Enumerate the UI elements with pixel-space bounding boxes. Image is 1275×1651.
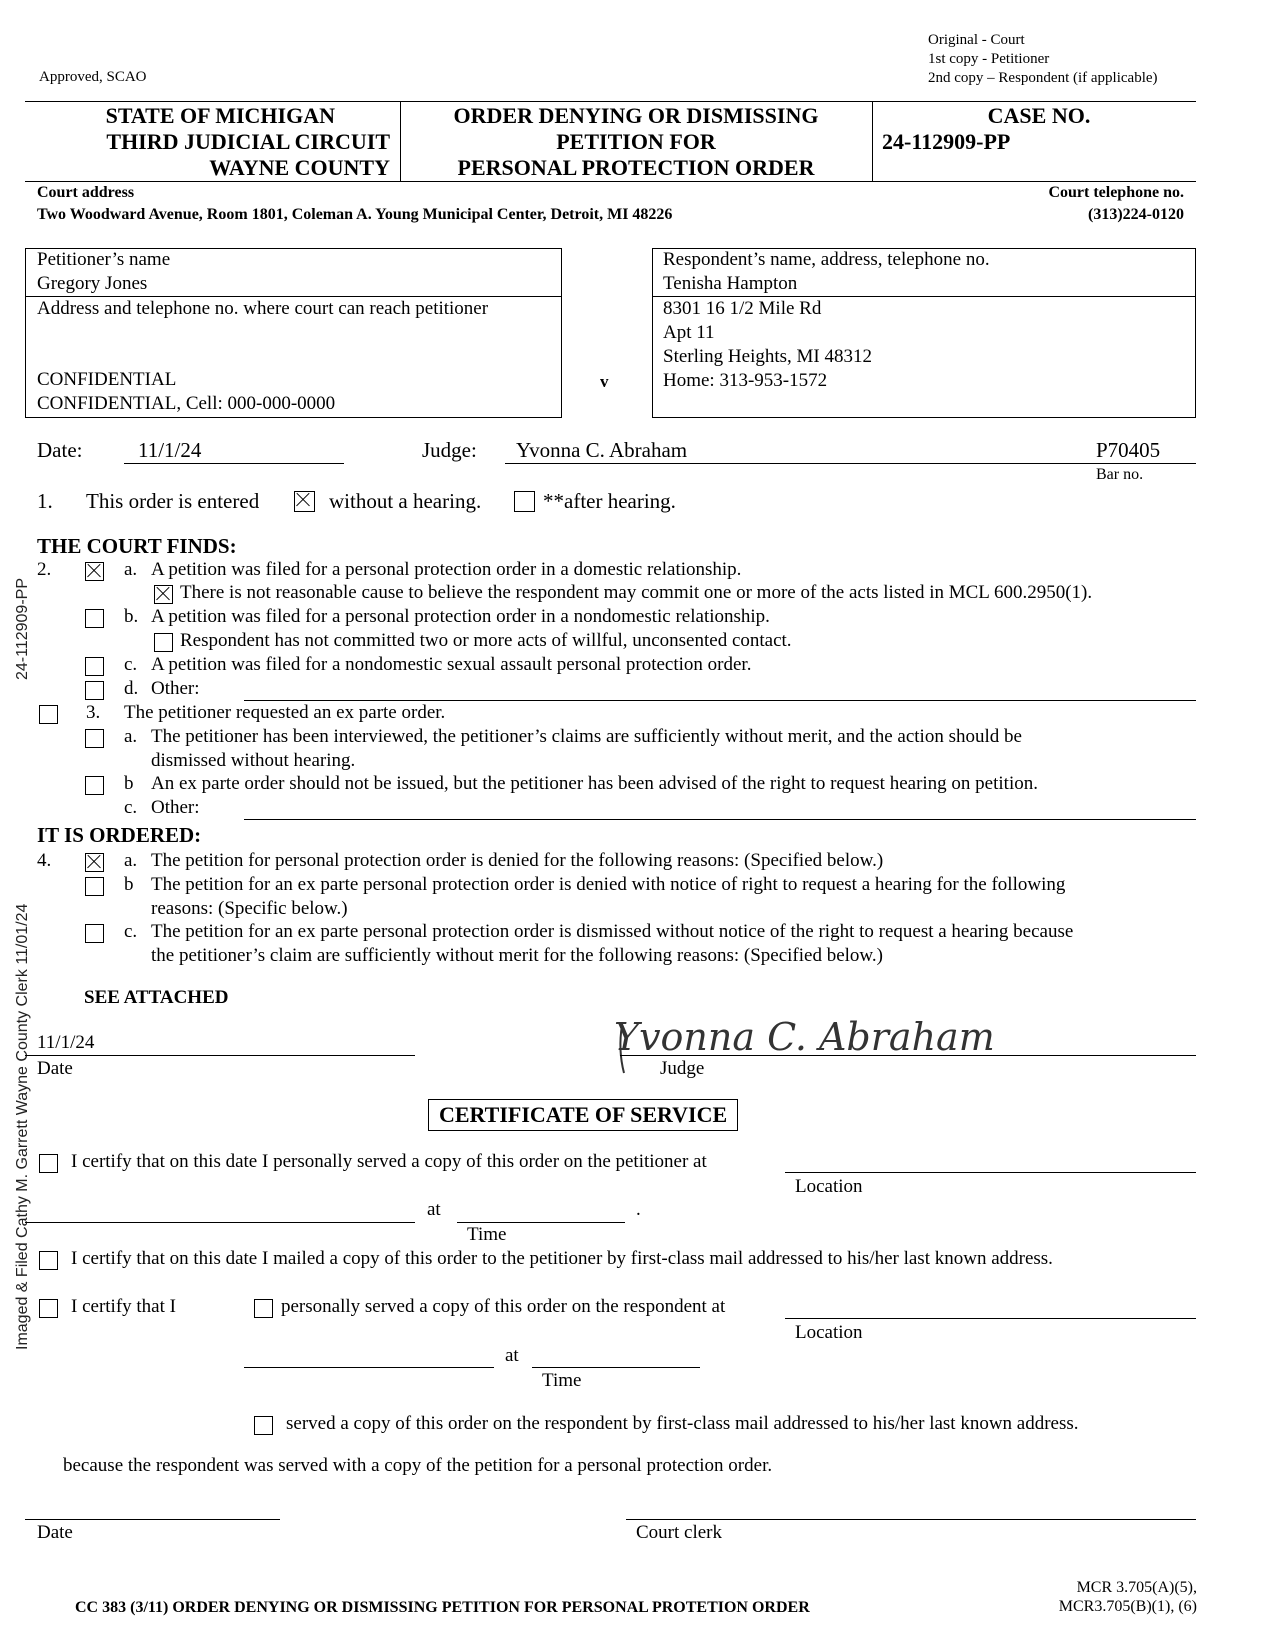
item2a-text: A petition was filed for a personal protection order in a domestic relationship. — [151, 559, 742, 580]
title-line3: PERSONAL PROTECTION ORDER — [457, 155, 815, 180]
cert-line1: I certify that on this date I personally served a copy of this order on the petitioner at — [71, 1151, 707, 1172]
cert-location1-label: Location — [795, 1176, 863, 1197]
item4-number: 4. — [37, 850, 52, 871]
copy-petitioner: 1st copy - Petitioner — [928, 51, 1050, 67]
form-footer: CC 383 (3/11) ORDER DENYING OR DISMISSING PETITION FOR PERSONAL PROTETION ORDER — [75, 1599, 810, 1616]
mcr-reference — [1059, 1578, 1197, 1616]
item2d-letter: d. — [124, 678, 139, 699]
item3a-line2: dismissed without hearing. — [151, 750, 356, 771]
without-hearing-checkbox[interactable] — [294, 491, 315, 512]
item1-text: This order is entered — [86, 489, 260, 513]
cert-period: . — [636, 1199, 641, 1220]
judge-signature-label: Judge — [660, 1058, 705, 1079]
bar-number: P70405 — [1096, 438, 1161, 462]
item3b-checkbox[interactable] — [85, 776, 104, 795]
court-phone-label: Court telephone no. — [1048, 184, 1184, 201]
item3a-line1: The petitioner has been interviewed, the petitioner’s claims are sufficiently without merit, and the action should be — [151, 726, 1022, 747]
cert-because: because the respondent was served with a copy of the petition for a personal protection order. — [63, 1455, 773, 1476]
see-attached: SEE ATTACHED — [84, 987, 229, 1008]
copy-original: Original - Court — [928, 32, 1025, 48]
item2-number: 2. — [37, 559, 52, 580]
cert-time2-field[interactable] — [532, 1367, 700, 1368]
court-circuit: THIRD JUDICIAL CIRCUIT — [106, 129, 390, 154]
petitioner-address-line2: CONFIDENTIAL, Cell: 000-000-0000 — [37, 393, 336, 414]
cert-time1-label: Time — [467, 1224, 507, 1245]
cert-date-field[interactable] — [25, 1519, 280, 1520]
cert-personal-petitioner-checkbox[interactable] — [39, 1154, 58, 1173]
item4b-line2: reasons: (Specific below.) — [151, 898, 348, 919]
date-label: Date: — [37, 438, 83, 462]
bar-label: Bar no. — [1096, 466, 1144, 483]
cert-time2-label: Time — [542, 1370, 582, 1391]
item2c-text: A petition was filed for a nondomestic sexual assault personal protection order. — [151, 654, 752, 675]
cert-clerk-field[interactable] — [626, 1519, 1196, 1520]
mcr-line2: MCR3.705(B)(1), (6) — [1058, 1598, 1197, 1615]
cert-date2-field[interactable] — [244, 1367, 494, 1368]
item2b-sub-text: Respondent has not committed two or more acts of willful, unconsented contact. — [180, 630, 792, 651]
cert-date1-field[interactable] — [25, 1222, 415, 1223]
court-address: Two Woodward Avenue, Room 1801, Coleman A. Young Municipal Center, Detroit, MI 48226 — [37, 206, 673, 223]
respondent-address2: Apt 11 — [663, 322, 715, 343]
cert-location1-field[interactable] — [785, 1172, 1196, 1173]
item4c-letter: c. — [124, 921, 138, 942]
item2b-sub-checkbox[interactable] — [154, 633, 173, 652]
respondent-phone: Home: 313-953-1572 — [663, 370, 828, 391]
cert-line2: I certify that on this date I mailed a copy of this order to the petitioner by first-class mail addressed to his/her last known address. — [71, 1248, 1053, 1269]
cert-line3b: personally served a copy of this order on the respondent at — [281, 1296, 726, 1317]
cert-location2-field[interactable] — [785, 1318, 1196, 1319]
item4c-line2: the petitioner’s claim are sufficiently without merit for the following reasons: (Specified below.) — [151, 945, 884, 966]
court-address-label: Court address — [37, 184, 135, 201]
item2a-letter: a. — [124, 559, 138, 580]
petitioner-name: Gregory Jones — [37, 273, 148, 294]
item2d-other-line[interactable] — [244, 700, 1196, 701]
item3c-letter: c. — [124, 797, 138, 818]
item4a-text: The petition for personal protection order is denied for the following reasons: (Specified below.) — [151, 850, 884, 871]
form-title — [400, 103, 872, 181]
certificate-heading: CERTIFICATE OF SERVICE — [428, 1099, 738, 1131]
item3-number: 3. — [86, 702, 101, 723]
item3b-text: An ex parte order should not be issued, but the petitioner has been advised of the right to request hearing on petition. — [151, 773, 1038, 794]
svg-text:Yvonna C. Abraham: Yvonna C. Abraham — [614, 1015, 995, 1059]
court-state: STATE OF MICHIGAN — [105, 103, 335, 128]
case-number: 24-112909-PP — [882, 129, 1011, 154]
item4c-checkbox[interactable] — [85, 924, 104, 943]
cert-line3a: I certify that I — [71, 1296, 176, 1317]
without-hearing-label: without a hearing. — [329, 489, 482, 513]
title-line2: PETITION FOR — [556, 129, 716, 154]
cert-respondent-checkbox[interactable] — [39, 1299, 58, 1318]
item2a-checkbox[interactable] — [85, 562, 104, 581]
cert-at1: at — [427, 1199, 441, 1220]
item2d-checkbox[interactable] — [85, 681, 104, 700]
item2a-sub-text: There is not reasonable cause to believe the respondent may commit one or more of the acts listed in MCL 600.2950(1). — [180, 582, 1093, 603]
item2c-letter: c. — [124, 654, 138, 675]
after-hearing-checkbox[interactable] — [514, 491, 535, 512]
item3c-other-line[interactable] — [244, 819, 1196, 820]
cert-clerk-label: Court clerk — [636, 1522, 723, 1543]
respondent-name: Tenisha Hampton — [663, 273, 798, 294]
copy-respondent: 2nd copy – Respondent (if applicable) — [928, 70, 1158, 86]
respondent-address1: 8301 16 1/2 Mile Rd — [663, 298, 822, 319]
stamp-case: 24-112909-PP — [14, 578, 31, 680]
petitioner-name-label: Petitioner’s name — [37, 249, 171, 270]
item4a-letter: a. — [124, 850, 138, 871]
respondent-address3: Sterling Heights, MI 48312 — [663, 346, 872, 367]
item4b-checkbox[interactable] — [85, 877, 104, 896]
after-hearing-label: **after hearing. — [543, 489, 676, 513]
cert-mail-respondent-checkbox[interactable] — [254, 1416, 273, 1435]
stamp-text: Imaged & Filed Cathy M. Garrett Wayne County Clerk 11/01/24 — [14, 903, 31, 1350]
item2b-letter: b. — [124, 606, 139, 627]
mcr-line1: MCR 3.705(A)(5), — [1076, 1579, 1197, 1596]
cert-location2-label: Location — [795, 1322, 863, 1343]
respondent-label: Respondent’s name, address, telephone no. — [663, 249, 990, 270]
item3a-letter: a. — [124, 726, 138, 747]
judge-name: Yvonna C. Abraham — [516, 438, 688, 462]
item2c-checkbox[interactable] — [85, 657, 104, 676]
item3-text: The petitioner requested an ex parte order. — [124, 702, 446, 723]
cert-at2: at — [505, 1345, 519, 1366]
petitioner-address-line1: CONFIDENTIAL — [37, 369, 177, 390]
item3a-checkbox[interactable] — [85, 729, 104, 748]
item4c-line1: The petition for an ex parte personal protection order is dismissed without notice of the right to request a hearing because — [151, 921, 1074, 942]
ordered-heading: IT IS ORDERED: — [37, 823, 202, 847]
case-block — [882, 103, 1196, 155]
petitioner-address-label: Address and telephone no. where court can reach petitioner — [37, 298, 489, 319]
cert-line4: served a copy of this order on the respondent by first-class mail addressed to his/her last known address. — [286, 1413, 1079, 1434]
filing-stamp — [14, 904, 32, 1350]
item2d-text: Other: — [151, 678, 200, 699]
signature-date: 11/1/24 — [37, 1032, 95, 1053]
item2b-text: A petition was filed for a personal protection order in a nondomestic relationship. — [151, 606, 770, 627]
case-label: CASE NO. — [987, 103, 1091, 128]
cert-personal-respondent-checkbox[interactable] — [254, 1299, 273, 1318]
court-finds-heading: THE COURT FINDS: — [37, 534, 237, 558]
item4a-checkbox[interactable] — [85, 853, 104, 872]
court-county: WAYNE COUNTY — [209, 155, 390, 180]
item2a-sub-checkbox[interactable] — [154, 585, 173, 604]
cert-date-label: Date — [37, 1522, 73, 1543]
item3b-letter: b — [124, 773, 134, 794]
order-date: 11/1/24 — [138, 438, 202, 462]
item3c-text: Other: — [151, 797, 200, 818]
cert-time1-field[interactable] — [457, 1222, 625, 1223]
copy-distribution — [928, 31, 1158, 88]
judge-label: Judge: — [422, 438, 477, 462]
versus: v — [600, 372, 609, 391]
item3-checkbox[interactable] — [39, 705, 58, 724]
item4b-letter: b — [124, 874, 134, 895]
item2b-checkbox[interactable] — [85, 609, 104, 628]
item4b-line1: The petition for an ex parte personal protection order is denied with notice of right to request a hearing for the following — [151, 874, 1066, 895]
title-line1: ORDER DENYING OR DISMISSING — [453, 103, 819, 128]
item1-number: 1. — [37, 489, 53, 513]
approved-text: Approved, SCAO — [39, 69, 147, 85]
cert-mail-petitioner-checkbox[interactable] — [39, 1251, 58, 1270]
court-name — [30, 103, 390, 181]
signature-date-label: Date — [37, 1058, 73, 1079]
court-phone: (313)224-0120 — [1088, 206, 1184, 223]
